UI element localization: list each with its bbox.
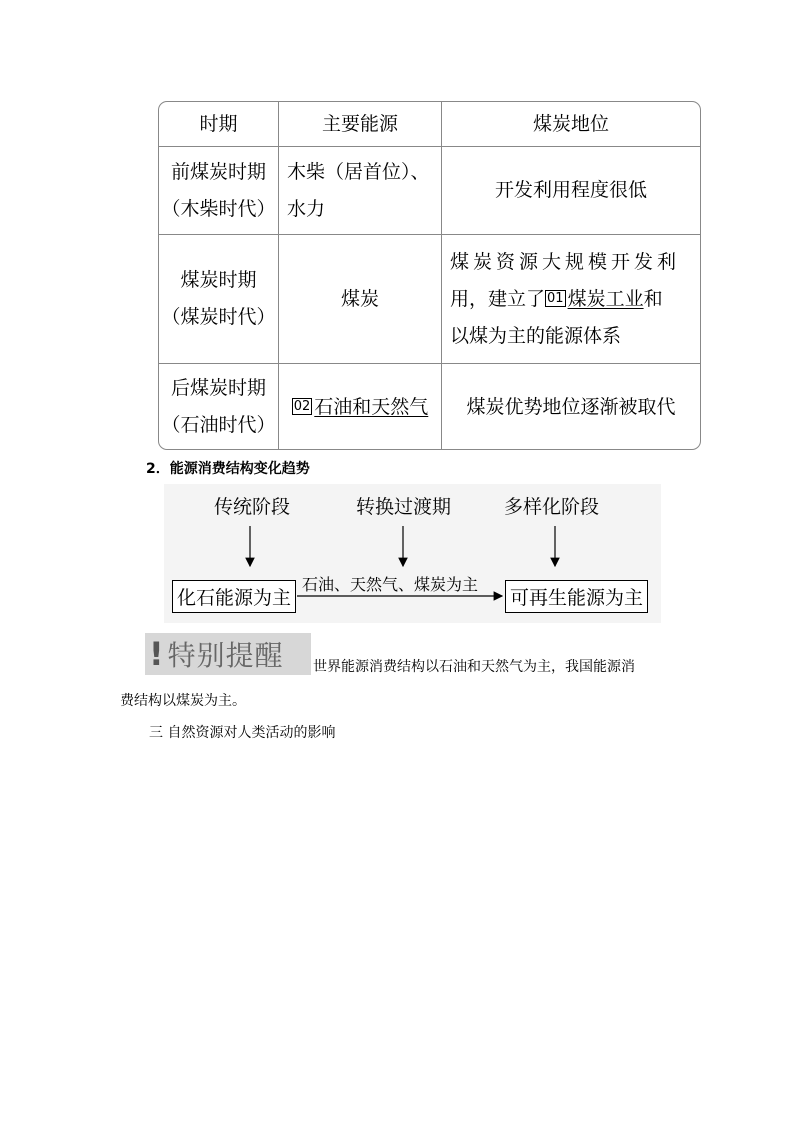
section-heading: 三 自然资源对人类活动的影响 (149, 725, 336, 741)
stage-traditional: 传统阶段 (214, 496, 291, 518)
period-cell (159, 147, 279, 234)
energy-trend-diagram (164, 484, 661, 623)
blank-number-badge: 02 (293, 398, 311, 414)
status-cell (442, 235, 700, 363)
table-row (159, 364, 700, 450)
header-coal-status: 煤炭地位 (532, 112, 609, 135)
table-row (159, 235, 700, 364)
status-text: 用，建立了 01 煤炭工业和 (450, 287, 663, 310)
energy-cell (279, 147, 442, 234)
period-name: 前煤炭时期 (170, 160, 266, 183)
section-heading: 2．能源消费结构变化趋势 (146, 461, 310, 477)
transition-energy-label: 石油、天然气、煤炭为主 (302, 575, 479, 594)
status-cell: 开发利用程度很低 (494, 179, 647, 201)
header-main-energy: 主要能源 (279, 102, 442, 146)
stage-transition: 转换过渡期 (356, 496, 452, 518)
energy-text: 木柴（居首位）、 (287, 160, 430, 183)
period-era: （煤炭时代） (161, 306, 276, 328)
exclamation-icon: ! (149, 635, 164, 673)
energy-period-table (158, 101, 701, 450)
stage-diversified: 多样化阶段 (504, 496, 600, 518)
energy-cell: 煤炭 (279, 235, 442, 363)
energy-text: 水力 (287, 197, 326, 220)
reminder-text: 费结构以煤炭为主。 (120, 693, 246, 709)
status-text: 煤炭资源大规模开发利 (450, 250, 681, 273)
status-cell: 煤炭优势地位逐渐被取代 (466, 395, 676, 418)
fossil-energy-box: 化石能源为主 (172, 580, 296, 613)
period-name: 后煤炭时期 (170, 377, 266, 399)
special-reminder-badge (145, 633, 311, 675)
renewable-energy-box: 可再生能源为主 (505, 580, 648, 613)
reminder-text: 世界能源消费结构以石油和天然气为主，我国能源消 (313, 659, 635, 675)
answer-blank: 煤炭工业 (567, 287, 644, 310)
header-period: 时期 (159, 102, 279, 146)
reminder-title: 特别提醒 (167, 639, 284, 672)
table-header-row (159, 102, 700, 147)
period-name: 煤炭时期 (180, 269, 257, 291)
period-era: （石油时代） (161, 414, 276, 436)
blank-number-badge: 01 (547, 290, 564, 306)
period-era: （木柴时代） (161, 197, 276, 220)
status-text: 以煤为主的能源体系 (450, 324, 622, 347)
table-row (159, 147, 700, 235)
answer-blank: 石油和天然气 (314, 395, 429, 418)
period-cell (159, 364, 279, 450)
period-cell (159, 235, 279, 363)
energy-cell (279, 364, 442, 450)
